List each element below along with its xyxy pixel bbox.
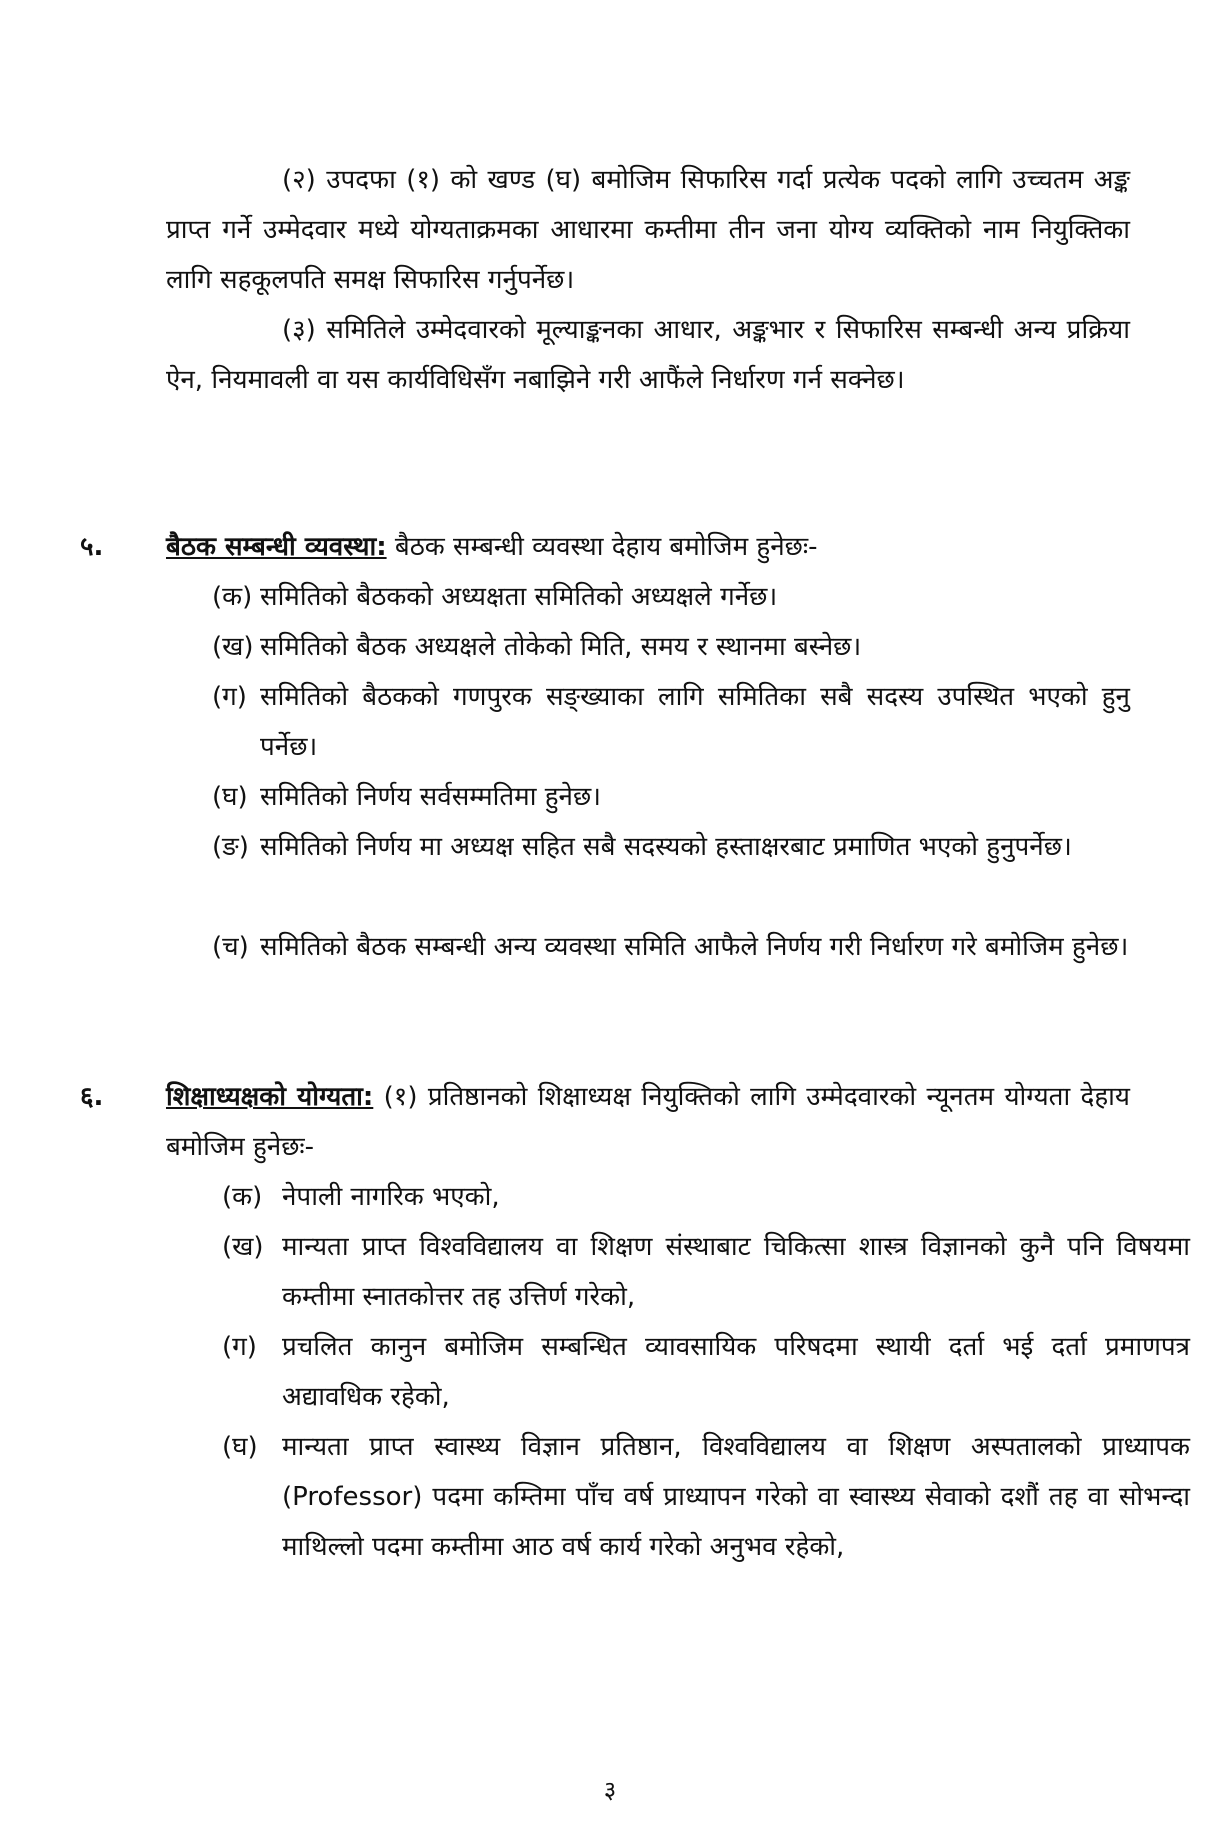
list-marker: (ङ) xyxy=(212,832,249,862)
list-item-text: समितिको निर्णय सर्वसम्मतिमा हुनेछ। xyxy=(260,782,602,812)
section-5-heading: बैठक सम्बन्धी व्यवस्था: xyxy=(166,532,387,562)
list-marker: (ग) xyxy=(212,682,247,712)
list-item-text: समितिको निर्णय मा अध्यक्ष सहित सबै सदस्यको हस्ताक्षरबाट प्रमाणित भएको हुनुपर्नेछ। xyxy=(260,832,1072,862)
section-5-number: ५. xyxy=(80,532,104,562)
section-6-intro xyxy=(166,1072,1130,1172)
section-5-item-ka xyxy=(212,572,1130,622)
list-item-text: मान्यता प्राप्त स्वास्थ्य विज्ञान प्रतिष्ठान, विश्वविद्यालय वा शिक्षण अस्पतालको प्राध्यापक (Professor) पदमा कम्तिमा पाँच वर्ष प्राध्यापन गरेको वा स्वास्थ्य सेवाको दशौं तह वा सोभन्दा माथिल्लो पदमा कम्तीमा आठ वर्ष कार्य गरेको अनुभव रहेको, xyxy=(282,1432,1190,1562)
list-marker: (क) xyxy=(222,1182,263,1212)
list-item-text: नेपाली नागरिक भएको, xyxy=(282,1182,500,1212)
section-6-item-kha xyxy=(222,1222,1190,1322)
list-item-text: समितिको बैठकको अध्यक्षता समितिको अध्यक्षले गर्नेछ। xyxy=(260,582,778,612)
paragraph-subsection-2: (२) उपदफा (१) को खण्ड (घ) बमोजिम सिफारिस गर्दा प्रत्येक पदको लागि उच्चतम अङ्क प्राप्त गर्ने उम्मेदवार मध्ये योग्यताक्रमका आधारमा कम्तीमा तीन जना योग्य व्यक्तिको नाम नियुक्तिका लागि सहकूलपति समक्ष सिफारिस गर्नुपर्नेछ। xyxy=(166,165,1130,295)
section-5-item-ga xyxy=(212,672,1130,772)
section-5-intro-text: बैठक सम्बन्धी व्यवस्था देहाय बमोजिम हुनेछः- xyxy=(386,532,818,562)
list-marker: (च) xyxy=(212,932,249,962)
section-5-item-kha xyxy=(212,622,1130,672)
list-marker: (क) xyxy=(212,582,253,612)
list-item-text: मान्यता प्राप्त विश्वविद्यालय वा शिक्षण संस्थाबाट चिकित्सा शास्त्र विज्ञानको कुनै पनि विषयमा कम्तीमा स्नातकोत्तर तह उत्तिर्ण गरेको, xyxy=(282,1232,1190,1312)
section-5-intro xyxy=(166,522,1130,572)
section-6-item-ka xyxy=(222,1172,1190,1222)
list-item-text: समितिको बैठक सम्बन्धी अन्य व्यवस्था समिति आफैले निर्णय गरी निर्धारण गरे बमोजिम हुनेछ। xyxy=(260,932,1129,962)
list-marker: (ग) xyxy=(222,1332,257,1362)
section-6-number: ६. xyxy=(80,1082,104,1112)
section-6-heading: शिक्षाध्यक्षको योग्यता: xyxy=(166,1082,374,1112)
list-marker: (ख) xyxy=(212,632,254,662)
list-marker: (घ) xyxy=(222,1432,258,1462)
list-item-text: समितिको बैठक अध्यक्षले तोकेको मिति, समय र स्थानमा बस्नेछ। xyxy=(260,632,862,662)
paragraph-subsection-3: (३) समितिले उम्मेदवारको मूल्याङ्कनका आधार, अङ्कभार र सिफारिस सम्बन्धी अन्य प्रक्रिया ऐन, नियमावली वा यस कार्यविधिसँग नबाझिने गरी आफैंले निर्धारण गर्न सक्नेछ। xyxy=(166,315,1130,395)
section-5-item-nga xyxy=(212,822,1130,872)
section-5-item-gha xyxy=(212,772,1130,822)
list-marker: (घ) xyxy=(212,782,248,812)
section-5-item-cha xyxy=(212,922,1130,972)
list-item-text: प्रचलित कानुन बमोजिम सम्बन्धित व्यावसायिक परिषदमा स्थायी दर्ता भई दर्ता प्रमाणपत्र अद्यावधिक रहेको, xyxy=(282,1332,1190,1412)
section-6-intro-text: (१) प्रतिष्ठानको शिक्षाध्यक्ष नियुक्तिको लागि उम्मेदवारको न्यूनतम योग्यता देहाय बमोजिम हुनेछः- xyxy=(166,1082,1130,1162)
list-item-text: समितिको बैठकको गणपुरक सङ्ख्याका लागि समितिका सबै सदस्य उपस्थित भएको हुनु पर्नेछ। xyxy=(260,682,1130,762)
page-number: ३ xyxy=(603,1776,617,1804)
section-6-item-gha xyxy=(222,1422,1190,1572)
section-6-item-ga xyxy=(222,1322,1190,1422)
list-marker: (ख) xyxy=(222,1232,264,1262)
